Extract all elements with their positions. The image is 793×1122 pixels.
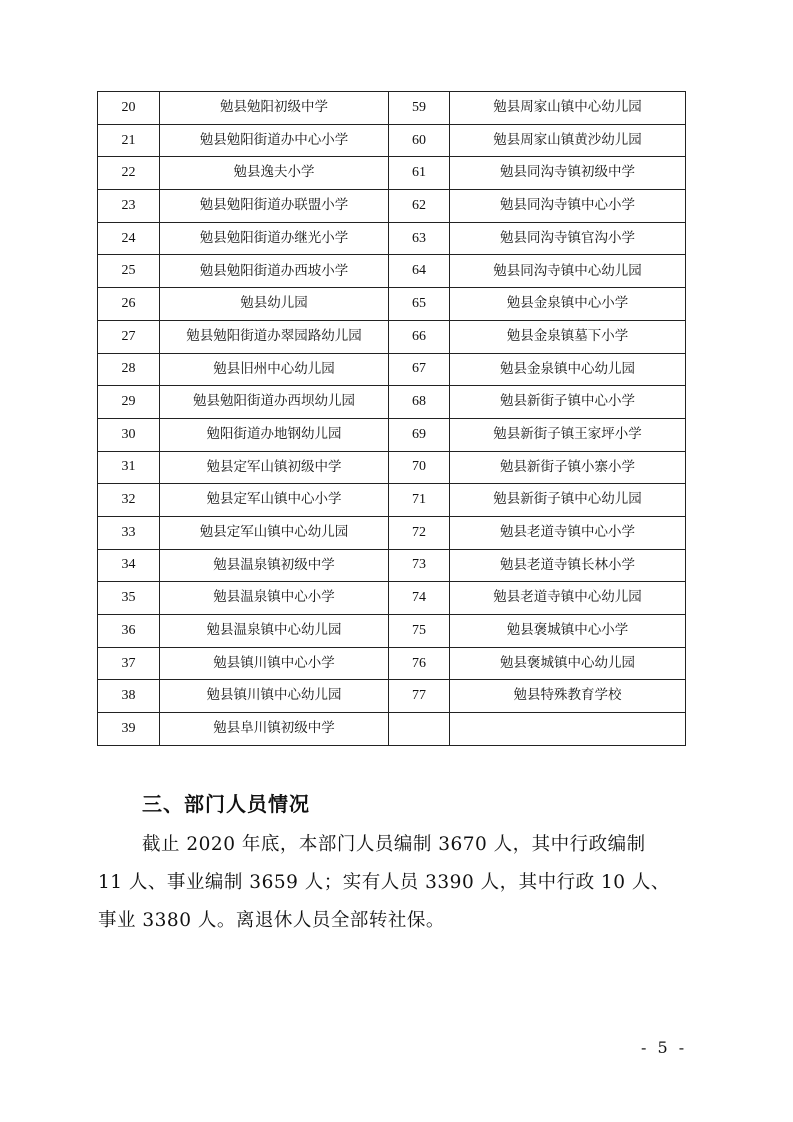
table-row (98, 124, 686, 157)
row-number-left: 36 (98, 615, 160, 648)
unit-table-body (98, 92, 686, 746)
unit-name-right: 勉县老道寺镇中心小学 (450, 516, 686, 549)
row-number-left: 29 (98, 386, 160, 419)
table-row (98, 713, 686, 746)
unit-name-left: 勉县勉阳街道办联盟小学 (160, 190, 389, 223)
unit-name-right: 勉县周家山镇黄沙幼儿园 (450, 124, 686, 157)
row-number-right: 73 (389, 549, 450, 582)
unit-name-left: 勉县勉阳初级中学 (160, 92, 389, 125)
unit-name-left: 勉阳街道办地钢幼儿园 (160, 418, 389, 451)
row-number-left: 23 (98, 190, 160, 223)
table-row (98, 353, 686, 386)
row-number-left: 35 (98, 582, 160, 615)
page-number: - 5 - (641, 1038, 688, 1057)
unit-name-left: 勉县定军山镇中心幼儿园 (160, 516, 389, 549)
unit-name-left: 勉县镇川镇中心小学 (160, 647, 389, 680)
unit-name-right: 勉县同沟寺镇初级中学 (450, 157, 686, 190)
row-number-left: 27 (98, 320, 160, 353)
unit-name-right: 勉县同沟寺镇中心幼儿园 (450, 255, 686, 288)
row-number-right: 67 (389, 353, 450, 386)
row-number-right: 65 (389, 288, 450, 321)
unit-name-right: 勉县老道寺镇长林小学 (450, 549, 686, 582)
unit-name-right: 勉县金泉镇中心幼儿园 (450, 353, 686, 386)
row-number-left: 28 (98, 353, 160, 386)
unit-name-right: 勉县同沟寺镇中心小学 (450, 190, 686, 223)
table-row (98, 255, 686, 288)
row-number-right: 60 (389, 124, 450, 157)
unit-name-right: 勉县老道寺镇中心幼儿园 (450, 582, 686, 615)
unit-name-left: 勉县勉阳街道办翠园路幼儿园 (160, 320, 389, 353)
row-number-left: 38 (98, 680, 160, 713)
table-row (98, 320, 686, 353)
unit-name-right: 勉县新街子镇中心幼儿园 (450, 484, 686, 517)
unit-name-left: 勉县勉阳街道办西坡小学 (160, 255, 389, 288)
row-number-left: 21 (98, 124, 160, 157)
unit-table (97, 91, 686, 746)
row-number-left: 34 (98, 549, 160, 582)
row-number-left: 26 (98, 288, 160, 321)
paragraph-line: 11 人、事业编制 3659 人；实有人员 3390 人，其中行政 10 人、 (98, 872, 670, 893)
unit-name-left: 勉县定军山镇初级中学 (160, 451, 389, 484)
table-row (98, 222, 686, 255)
table-row (98, 680, 686, 713)
unit-name-right: 勉县褒城镇中心小学 (450, 615, 686, 648)
unit-name-left: 勉县温泉镇中心小学 (160, 582, 389, 615)
row-number-right: 66 (389, 320, 450, 353)
paragraph-line: 事业 3380 人。离退休人员全部转社保。 (98, 910, 445, 931)
row-number-right (389, 713, 450, 746)
table-row (98, 418, 686, 451)
table-row (98, 582, 686, 615)
unit-name-left: 勉县幼儿园 (160, 288, 389, 321)
table-row (98, 288, 686, 321)
unit-name-right: 勉县特殊教育学校 (450, 680, 686, 713)
unit-name-left: 勉县温泉镇初级中学 (160, 549, 389, 582)
section-heading: 三、部门人员情况 (142, 792, 310, 816)
row-number-right: 61 (389, 157, 450, 190)
row-number-right: 76 (389, 647, 450, 680)
unit-name-right: 勉县新街子镇中心小学 (450, 386, 686, 419)
row-number-right: 71 (389, 484, 450, 517)
unit-name-right: 勉县新街子镇小寨小学 (450, 451, 686, 484)
unit-name-left: 勉县勉阳街道办中心小学 (160, 124, 389, 157)
unit-name-right: 勉县金泉镇墓下小学 (450, 320, 686, 353)
row-number-left: 30 (98, 418, 160, 451)
table-row (98, 190, 686, 223)
table-row (98, 484, 686, 517)
unit-name-right: 勉县褒城镇中心幼儿园 (450, 647, 686, 680)
unit-name-right (450, 713, 686, 746)
unit-name-right: 勉县同沟寺镇官沟小学 (450, 222, 686, 255)
unit-name-left: 勉县勉阳街道办继光小学 (160, 222, 389, 255)
row-number-left: 24 (98, 222, 160, 255)
unit-name-left: 勉县镇川镇中心幼儿园 (160, 680, 389, 713)
staffing-paragraph (98, 826, 688, 940)
row-number-left: 31 (98, 451, 160, 484)
unit-name-left: 勉县旧州中心幼儿园 (160, 353, 389, 386)
table-row (98, 516, 686, 549)
row-number-right: 70 (389, 451, 450, 484)
row-number-left: 25 (98, 255, 160, 288)
row-number-right: 72 (389, 516, 450, 549)
unit-name-right: 勉县周家山镇中心幼儿园 (450, 92, 686, 125)
table-row (98, 157, 686, 190)
row-number-right: 59 (389, 92, 450, 125)
table-row (98, 451, 686, 484)
row-number-left: 39 (98, 713, 160, 746)
table-row (98, 549, 686, 582)
table-row (98, 615, 686, 648)
row-number-right: 74 (389, 582, 450, 615)
row-number-right: 77 (389, 680, 450, 713)
unit-name-left: 勉县逸夫小学 (160, 157, 389, 190)
unit-name-left: 勉县阜川镇初级中学 (160, 713, 389, 746)
paragraph-line: 截止 2020 年底，本部门人员编制 3670 人，其中行政编制 (142, 834, 646, 855)
row-number-right: 63 (389, 222, 450, 255)
unit-name-left: 勉县勉阳街道办西坝幼儿园 (160, 386, 389, 419)
row-number-right: 64 (389, 255, 450, 288)
row-number-left: 37 (98, 647, 160, 680)
row-number-right: 69 (389, 418, 450, 451)
unit-name-left: 勉县温泉镇中心幼儿园 (160, 615, 389, 648)
table-row (98, 92, 686, 125)
row-number-right: 75 (389, 615, 450, 648)
row-number-right: 62 (389, 190, 450, 223)
unit-name-left: 勉县定军山镇中心小学 (160, 484, 389, 517)
unit-name-right: 勉县新街子镇王家坪小学 (450, 418, 686, 451)
row-number-right: 68 (389, 386, 450, 419)
table-row (98, 647, 686, 680)
table-row (98, 386, 686, 419)
row-number-left: 32 (98, 484, 160, 517)
row-number-left: 22 (98, 157, 160, 190)
unit-name-right: 勉县金泉镇中心小学 (450, 288, 686, 321)
row-number-left: 33 (98, 516, 160, 549)
row-number-left: 20 (98, 92, 160, 125)
